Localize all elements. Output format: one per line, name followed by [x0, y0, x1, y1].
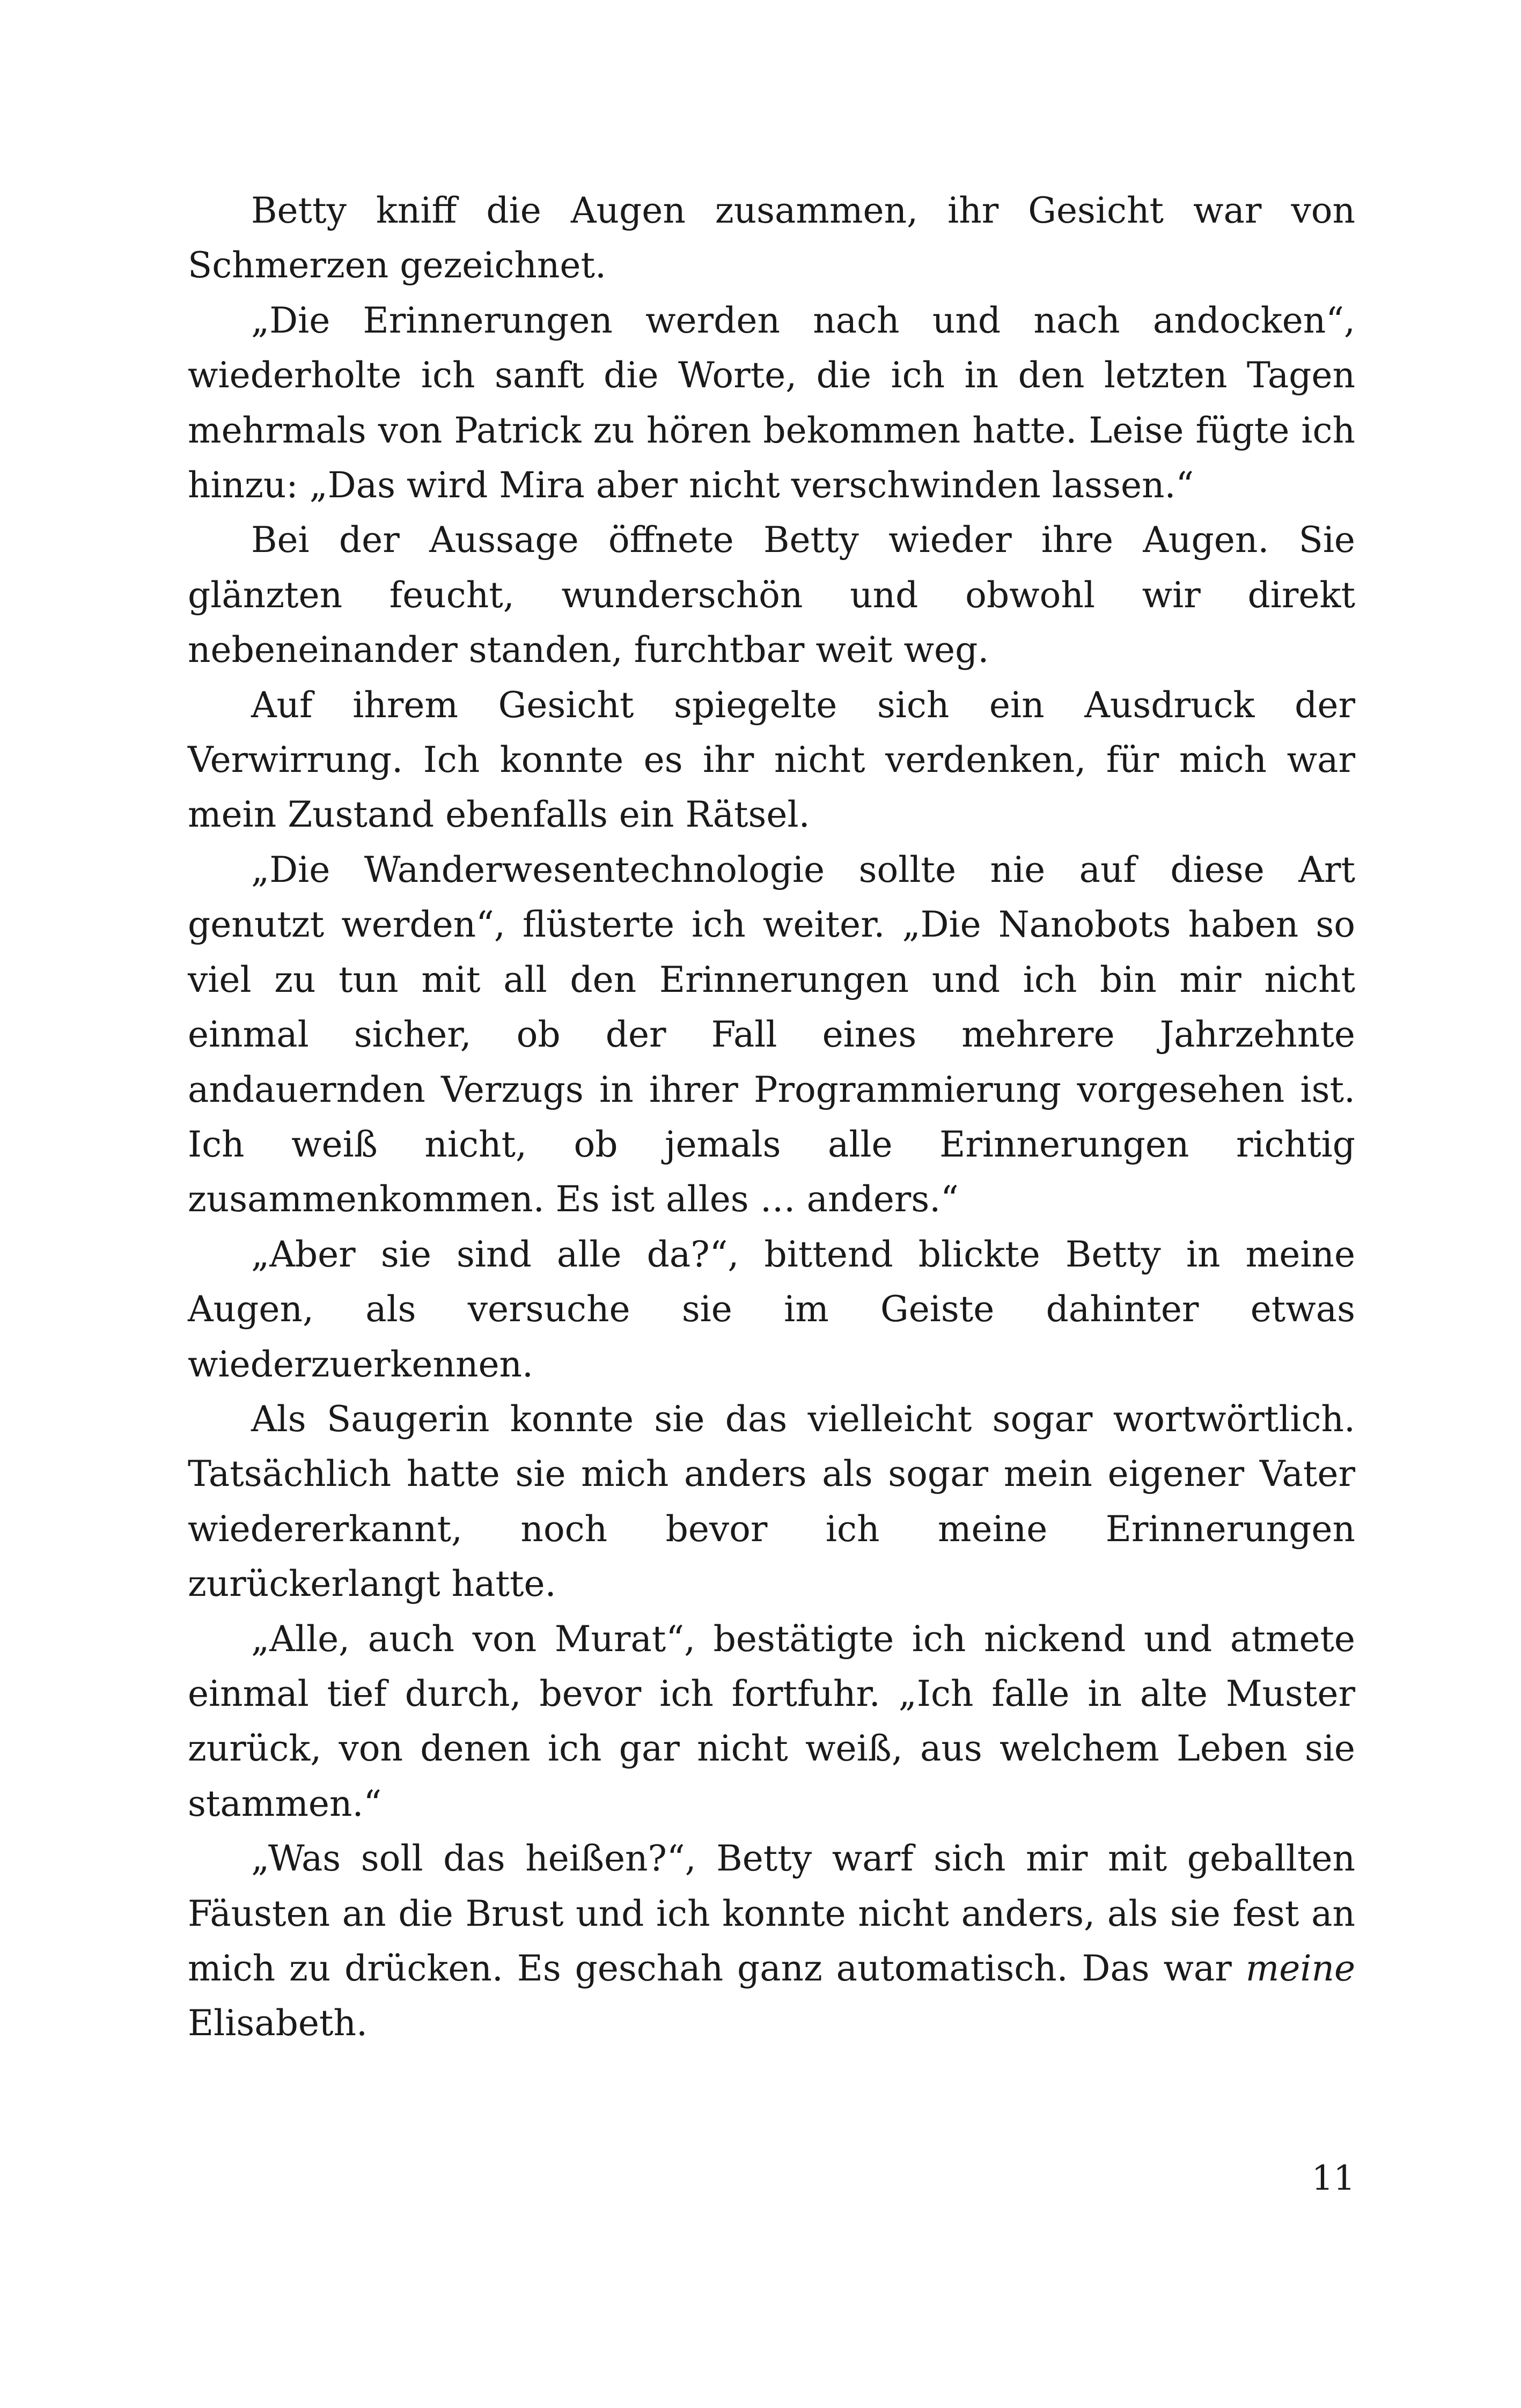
paragraph-9 — [188, 1831, 1355, 2051]
body-text — [188, 183, 1355, 2051]
paragraph-6: „Aber sie sind alle da?“, bittend blickte Betty in meine Augen, als versuche sie im Geiste dahinter etwas wiederzuerkennen. — [188, 1233, 1355, 1385]
paragraph-9-text: „Was soll das heißen?“, Betty warf sich mir mit geballten Fäusten an die Brust und ich konnte nicht anders, als sie fest an mich zu drücken. Es geschah ganz automatisch. Das war — [188, 1838, 1355, 1989]
emphasis-text: meine — [1245, 1948, 1356, 1989]
paragraph-9-tail: Elisabeth. — [188, 2002, 368, 2044]
paragraph-5: „Die Wanderwesentechnologie sollte nie auf diese Art genutzt werden“, flüsterte ich weiter. „Die Nanobots haben so viel zu tun mit all den Erinnerungen und ich bin mir nicht einmal sicher, ob der Fall eines mehrere Jahrzehnte andauernden Verzugs in ihrer Programmierung vorgesehen ist. Ich weiß nicht, ob jemals alle Erinnerungen richtig zusammenkommen. Es ist alles … anders.“ — [188, 849, 1355, 1220]
paragraph-1: Betty kniff die Augen zusammen, ihr Gesicht war von Schmerzen gezeichnet. — [188, 190, 1355, 286]
paragraph-3: Bei der Aussage öffnete Betty wieder ihre Augen. Sie glänzten feucht, wunderschön und obwohl wir direkt nebeneinander standen, furchtbar weit weg. — [188, 519, 1355, 671]
paragraph-8: „Alle, auch von Murat“, bestätigte ich nickend und atmete einmal tief durch, bevor ich fortfuhr. „Ich falle in alte Muster zurück, von denen ich gar nicht weiß, aus welchem Leben sie stammen.“ — [188, 1618, 1355, 1824]
paragraph-4: Auf ihrem Gesicht spiegelte sich ein Ausdruck der Verwirrung. Ich konnte es ihr nicht verdenken, für mich war mein Zustand ebenfalls ein Rätsel. — [188, 684, 1355, 836]
paragraph-7: Als Saugerin konnte sie das vielleicht sogar wortwörtlich. Tatsächlich hatte sie mich anders als sogar mein eigener Vater wiedererkannt, noch bevor ich meine Erinnerungen zurückerlangt hatte. — [188, 1398, 1355, 1605]
page-number: 11 — [1311, 2159, 1355, 2198]
paragraph-2: „Die Erinnerungen werden nach und nach andocken“, wiederholte ich sanft die Worte, die ich in den letzten Tagen mehrmals von Patrick zu hören bekommen hatte. Leise fügte ich hinzu: „Das wird Mira aber nicht verschwinden lassen.“ — [188, 299, 1355, 506]
